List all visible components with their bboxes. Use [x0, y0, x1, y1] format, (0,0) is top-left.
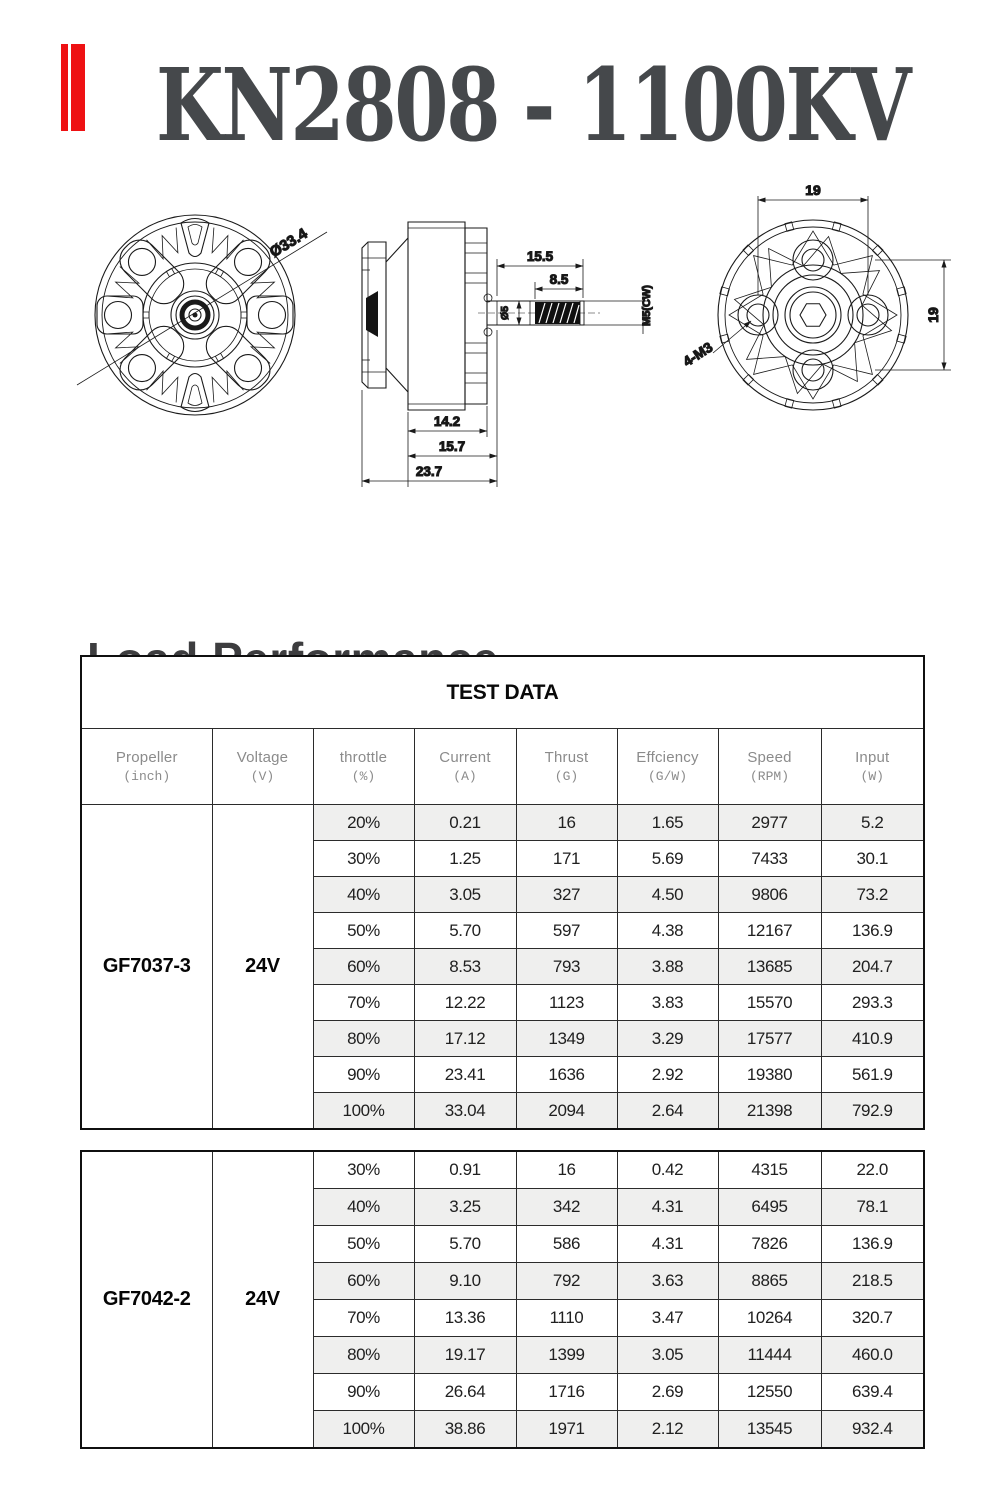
value-cell: 12167 [718, 913, 821, 949]
value-cell: 320.7 [821, 1300, 924, 1337]
value-cell: 2977 [718, 805, 821, 841]
column-header-throttle [313, 729, 414, 805]
value-cell: 1399 [516, 1337, 617, 1374]
column-label: Thrust [544, 749, 589, 767]
column-label: Speed [747, 749, 792, 767]
value-cell: 9.10 [414, 1263, 516, 1300]
value-cell: 293.3 [821, 985, 924, 1021]
value-cell: 7433 [718, 841, 821, 877]
value-cell: 639.4 [821, 1374, 924, 1411]
value-cell: 19380 [718, 1057, 821, 1093]
data-row [81, 1151, 924, 1189]
value-cell: 793 [516, 949, 617, 985]
value-cell: 3.47 [617, 1300, 718, 1337]
value-cell: 5.70 [414, 1226, 516, 1263]
column-label: Current [439, 749, 491, 767]
throttle-cell: 60% [313, 949, 414, 985]
side-dim-shaft-diameter: Ø5 [499, 305, 511, 321]
value-cell: 0.91 [414, 1151, 516, 1189]
value-cell: 4315 [718, 1151, 821, 1189]
value-cell: 4.38 [617, 913, 718, 949]
value-cell: 15570 [718, 985, 821, 1021]
column-label: Propeller [115, 749, 178, 767]
value-cell: 2094 [516, 1093, 617, 1130]
throttle-cell: 80% [313, 1021, 414, 1057]
value-cell: 561.9 [821, 1057, 924, 1093]
value-cell: 33.04 [414, 1093, 516, 1130]
value-cell: 3.05 [414, 877, 516, 913]
value-cell: 327 [516, 877, 617, 913]
value-cell: 6495 [718, 1189, 821, 1226]
value-cell: 460.0 [821, 1337, 924, 1374]
column-unit: (inch) [123, 768, 171, 784]
value-cell: 9806 [718, 877, 821, 913]
front-diameter-dim-label: Ø33.4 [266, 225, 311, 262]
value-cell: 26.64 [414, 1374, 516, 1411]
value-cell: 2.69 [617, 1374, 718, 1411]
value-cell: 3.63 [617, 1263, 718, 1300]
column-header-effciency [617, 729, 718, 805]
column-header-row [81, 729, 924, 805]
value-cell: 342 [516, 1189, 617, 1226]
value-cell: 78.1 [821, 1189, 924, 1226]
value-cell: 16 [516, 805, 617, 841]
value-cell: 4.50 [617, 877, 718, 913]
propeller-cell: GF7037-3 [81, 805, 212, 1130]
column-header-speed [718, 729, 821, 805]
value-cell: 0.21 [414, 805, 516, 841]
value-cell: 5.69 [617, 841, 718, 877]
value-cell: 792 [516, 1263, 617, 1300]
group-gf7042-rows [81, 1151, 924, 1448]
value-cell: 2.92 [617, 1057, 718, 1093]
value-cell: 2.64 [617, 1093, 718, 1130]
value-cell: 3.83 [617, 985, 718, 1021]
column-header-voltage [212, 729, 313, 805]
value-cell: 1110 [516, 1300, 617, 1337]
voltage-cell: 24V [212, 1151, 313, 1448]
value-cell: 136.9 [821, 913, 924, 949]
value-cell: 204.7 [821, 949, 924, 985]
column-header-propeller [81, 729, 212, 805]
value-cell: 3.05 [617, 1337, 718, 1374]
throttle-cell: 40% [313, 1189, 414, 1226]
column-unit: (%) [351, 768, 376, 784]
value-cell: 13.36 [414, 1300, 516, 1337]
throttle-cell: 90% [313, 1057, 414, 1093]
column-unit: (RPM) [749, 768, 789, 784]
value-cell: 16 [516, 1151, 617, 1189]
value-cell: 3.29 [617, 1021, 718, 1057]
technical-drawings [0, 0, 1001, 540]
throttle-cell: 60% [313, 1263, 414, 1300]
value-cell: 932.4 [821, 1411, 924, 1449]
column-header-thrust [516, 729, 617, 805]
rear-dim-hole-span-v: 19 [925, 307, 941, 323]
value-cell: 171 [516, 841, 617, 877]
side-view-drawing [362, 222, 653, 487]
value-cell: 3.88 [617, 949, 718, 985]
side-dim-total-length: 23.7 [415, 464, 443, 479]
value-cell: 4.31 [617, 1189, 718, 1226]
throttle-cell: 40% [313, 877, 414, 913]
value-cell: 13545 [718, 1411, 821, 1449]
value-cell: 30.1 [821, 841, 924, 877]
table-title: TEST DATA [81, 656, 924, 729]
value-cell: 1349 [516, 1021, 617, 1057]
group-gf7037-rows [81, 805, 924, 1130]
throttle-cell: 50% [313, 1226, 414, 1263]
value-cell: 38.86 [414, 1411, 516, 1449]
value-cell: 597 [516, 913, 617, 949]
throttle-cell: 90% [313, 1374, 414, 1411]
value-cell: 586 [516, 1226, 617, 1263]
value-cell: 1.25 [414, 841, 516, 877]
rear-view-drawing [680, 182, 951, 410]
value-cell: 73.2 [821, 877, 924, 913]
throttle-cell: 100% [313, 1411, 414, 1449]
side-dim-shaft-length: 15.5 [526, 249, 554, 264]
page-title-text: KN2808 - 1100KV [156, 46, 910, 165]
value-cell: 8.53 [414, 949, 516, 985]
value-cell: 1716 [516, 1374, 617, 1411]
value-cell: 792.9 [821, 1093, 924, 1130]
column-header-current [414, 729, 516, 805]
value-cell: 5.2 [821, 805, 924, 841]
value-cell: 21398 [718, 1093, 821, 1130]
value-cell: 3.25 [414, 1189, 516, 1226]
value-cell: 2.12 [617, 1411, 718, 1449]
load-performance-table-2 [80, 1150, 925, 1449]
rear-mount-holes-label: 4-M3 [679, 338, 716, 370]
value-cell: 410.9 [821, 1021, 924, 1057]
value-cell: 0.42 [617, 1151, 718, 1189]
value-cell: 8865 [718, 1263, 821, 1300]
value-cell: 13685 [718, 949, 821, 985]
throttle-cell: 70% [313, 985, 414, 1021]
side-dim-body-width: 15.7 [438, 439, 466, 454]
column-label: throttle [339, 749, 388, 767]
column-unit: (V) [250, 768, 275, 784]
propeller-cell: GF7042-2 [81, 1151, 212, 1448]
throttle-cell: 70% [313, 1300, 414, 1337]
value-cell: 17577 [718, 1021, 821, 1057]
voltage-cell: 24V [212, 805, 313, 1130]
value-cell: 218.5 [821, 1263, 924, 1300]
throttle-cell: 30% [313, 1151, 414, 1189]
value-cell: 4.31 [617, 1226, 718, 1263]
value-cell: 5.70 [414, 913, 516, 949]
column-label: Input [855, 749, 890, 767]
value-cell: 22.0 [821, 1151, 924, 1189]
column-label: Voltage [236, 749, 289, 767]
data-row [81, 805, 924, 841]
value-cell: 12550 [718, 1374, 821, 1411]
side-dim-thread-length: 8.5 [549, 272, 569, 287]
throttle-cell: 80% [313, 1337, 414, 1374]
rear-dim-hole-span-h: 19 [805, 182, 821, 198]
value-cell: 23.41 [414, 1057, 516, 1093]
value-cell: 17.12 [414, 1021, 516, 1057]
value-cell: 136.9 [821, 1226, 924, 1263]
load-performance-table-1 [80, 655, 925, 1130]
value-cell: 19.17 [414, 1337, 516, 1374]
column-unit: (A) [453, 768, 477, 784]
throttle-cell: 20% [313, 805, 414, 841]
front-view-drawing [77, 215, 327, 415]
value-cell: 10264 [718, 1300, 821, 1337]
table-title-row [81, 656, 924, 729]
throttle-cell: 50% [313, 913, 414, 949]
value-cell: 1.65 [617, 805, 718, 841]
column-unit: (W) [860, 768, 884, 784]
value-cell: 12.22 [414, 985, 516, 1021]
column-unit: (G) [554, 768, 579, 784]
column-header-input [821, 729, 924, 805]
column-label: Effciency [636, 749, 699, 767]
value-cell: 1971 [516, 1411, 617, 1449]
column-unit: (G/W) [647, 768, 687, 784]
throttle-cell: 100% [313, 1093, 414, 1130]
throttle-cell: 30% [313, 841, 414, 877]
value-cell: 1123 [516, 985, 617, 1021]
side-thread-spec-label: M5(CW) [641, 285, 653, 326]
value-cell: 7826 [718, 1226, 821, 1263]
side-dim-bell-width: 14.2 [433, 414, 461, 429]
value-cell: 11444 [718, 1337, 821, 1374]
value-cell: 1636 [516, 1057, 617, 1093]
